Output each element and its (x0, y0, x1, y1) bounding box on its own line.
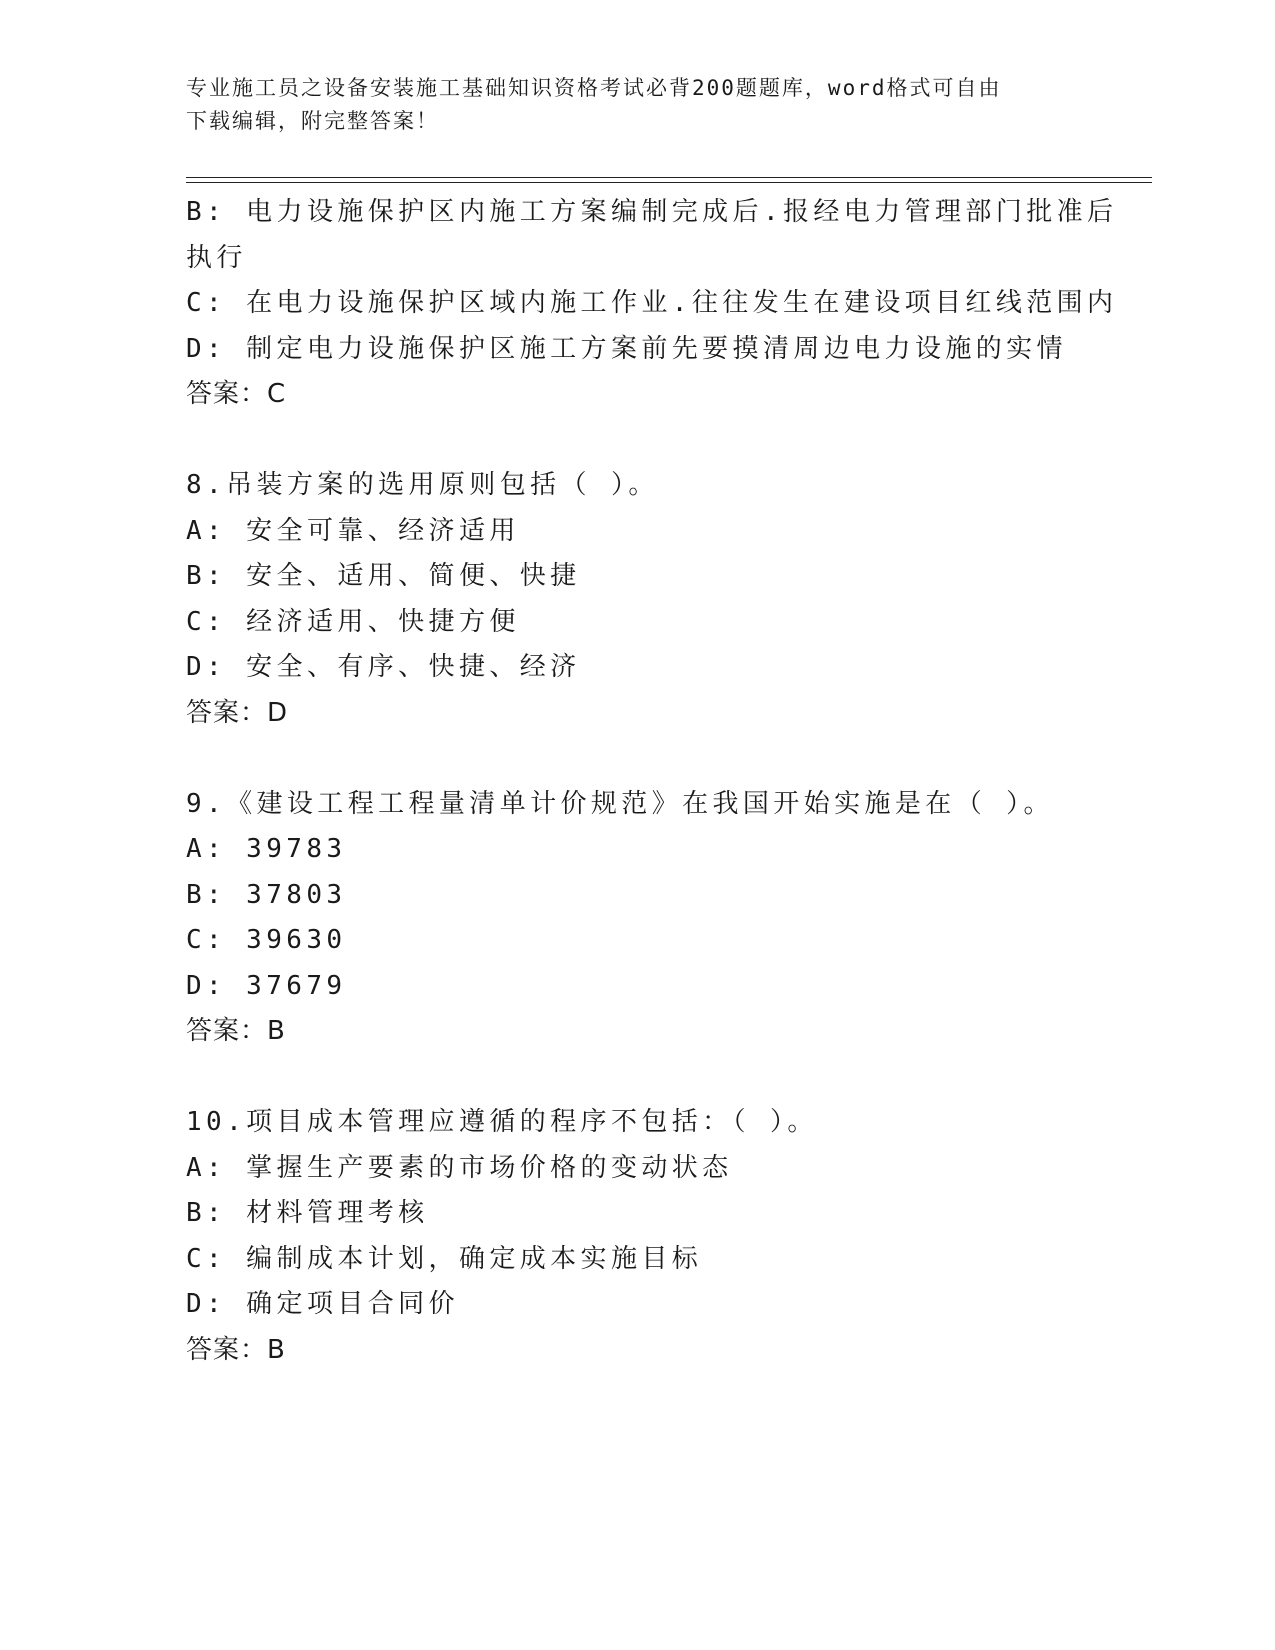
header-divider-top (186, 177, 1152, 178)
q8-option-b: B: 安全、适用、简便、快捷 (186, 561, 581, 591)
question-list (186, 190, 1118, 1373)
header-line-1: 专业施工员之设备安装施工基础知识资格考试必背200题题库，word格式可自由 (186, 76, 1002, 100)
q9-option-d: D: 37679 (186, 970, 347, 1001)
header-line-2: 下载编辑，附完整答案！ (186, 109, 439, 133)
q7-option-b-line-2: 执行 (186, 242, 247, 273)
q10-option-b: B: 材料管理考核 (186, 1198, 429, 1228)
q10-option-c: C: 编制成本计划，确定成本实施目标 (186, 1243, 703, 1274)
q9-answer: 答案：B (186, 1016, 286, 1046)
q9-question: 9.《建设工程工程量清单计价规范》在我国开始实施是在（ ）。 (186, 788, 1054, 819)
q10-option-a: A: 掌握生产要素的市场价格的变动状态 (186, 1152, 733, 1183)
question-8 (186, 463, 1086, 736)
question-10 (186, 1100, 1086, 1373)
q7-option-c: C: 在电力设施保护区域内施工作业.往往发生在建设项目红线范围内 (186, 288, 1118, 318)
spacer (186, 418, 1086, 464)
q9-option-c: C: 39630 (186, 925, 347, 955)
q10-answer: 答案：B (186, 1334, 286, 1365)
header-divider-bottom (186, 182, 1152, 183)
spacer (186, 736, 1086, 782)
q8-answer: 答案：D (186, 697, 289, 728)
q7-option-d: D: 制定电力设施保护区施工方案前先要摸清周边电力设施的实情 (186, 333, 1067, 364)
q10-option-d: D: 确定项目合同价 (186, 1289, 459, 1319)
q8-option-c: C: 经济适用、快捷方便 (186, 606, 520, 637)
q9-option-b: B: 37803 (186, 879, 347, 910)
spacer (186, 1055, 1086, 1101)
q7-answer: 答案：C (186, 379, 287, 409)
q10-question: 10.项目成本管理应遵循的程序不包括：（ ）。 (186, 1107, 818, 1137)
q9-option-a: A: 39783 (186, 834, 347, 864)
q7-option-b-line-1: B: 电力设施保护区内施工方案编制完成后.报经电力管理部门批准后 (186, 197, 1118, 227)
document-header (186, 72, 1066, 138)
q8-option-a: A: 安全可靠、经济适用 (186, 515, 520, 546)
question-9 (186, 782, 1086, 1055)
q8-option-d: D: 安全、有序、快捷、经济 (186, 652, 581, 682)
q8-question: 8.吊装方案的选用原则包括（ ）。 (186, 470, 659, 500)
question-7-continuation (186, 190, 1118, 418)
